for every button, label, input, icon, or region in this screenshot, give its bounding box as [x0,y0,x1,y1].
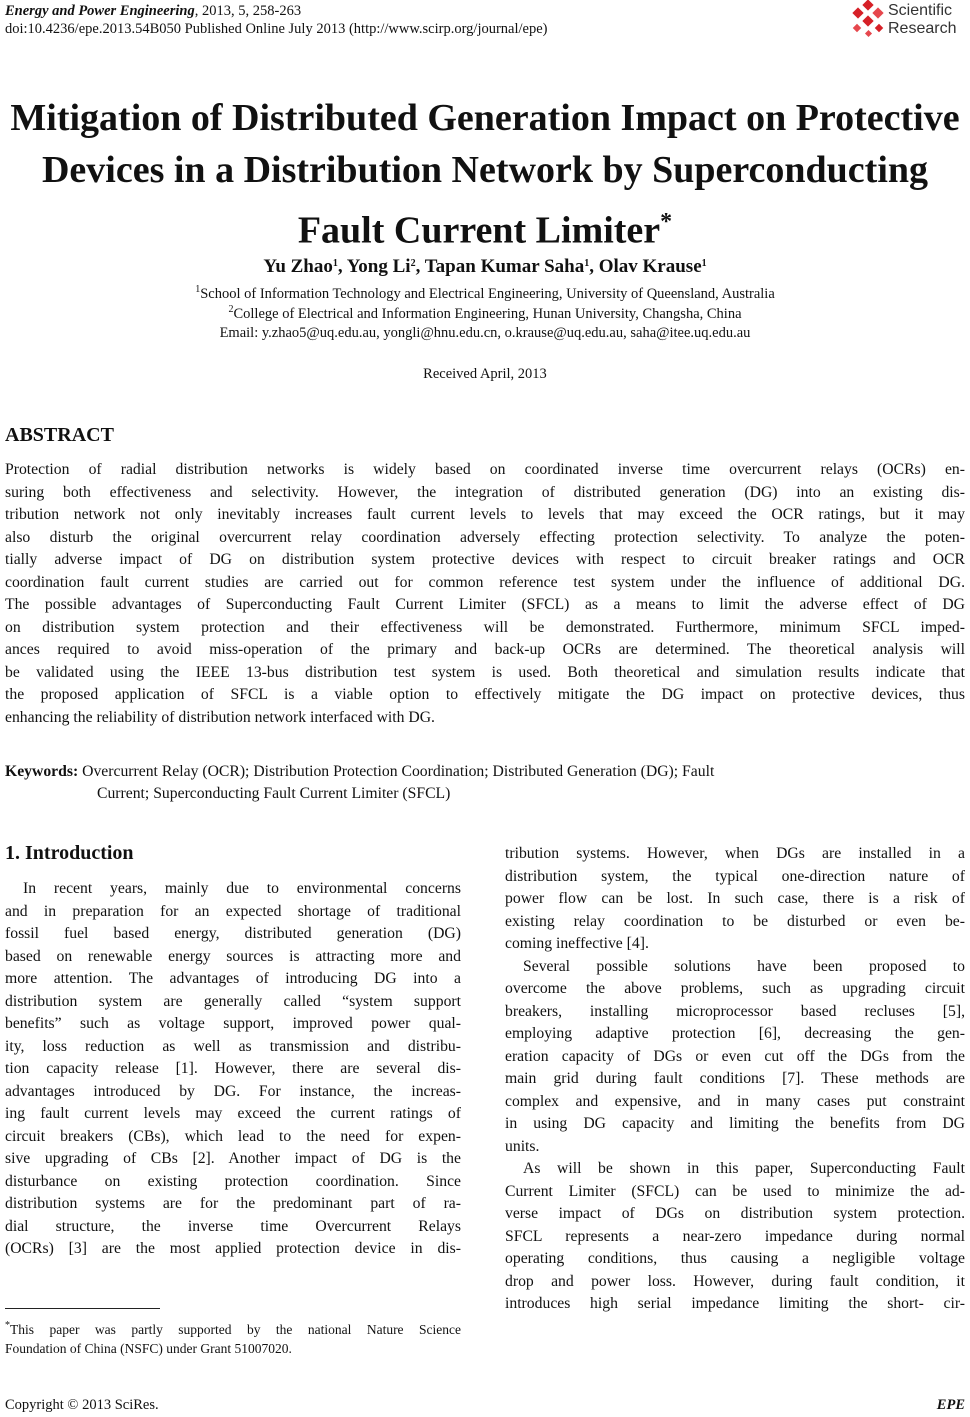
logo-text-bottom: Research [888,20,957,37]
body-line: ing fault current levels may exceed the current ratings of [5,1105,461,1122]
left-column-text [5,878,461,1261]
footnote-line-1: *This paper was partly supported by the national Nature Science [5,1320,461,1337]
abstract-line: The possible advantages of Superconducting Fault Current Limiter (SFCL) as a means to limit the adverse effect of DG [5,596,965,613]
journal-name: Energy and Power Engineering [5,3,195,19]
logo-mark-icon [850,0,888,40]
body-line: complex and expensive, and in many cases put constraint [505,1092,965,1110]
footnote-divider [5,1308,160,1309]
journal-abbreviation: EPE [936,1397,965,1413]
body-line: employing adaptive protection [6], decreasing the gen- [505,1025,965,1042]
abstract-heading: ABSTRACT [5,424,114,446]
logo-text-top: Scientific [888,2,953,19]
title-line-2: Devices in a Distribution Network by Superconducting [41,149,929,191]
abstract-line: ances required to avoid miss-operation of the primary and back-up OCRs are determined. The theoretical analysis will [5,641,965,658]
abstract-body [5,459,965,729]
body-line: coming ineffective [4]. [505,935,649,952]
body-line: more attention. The advantages of introducing DG into a [5,970,461,987]
author: Olav Krause$^1$ [598,256,707,277]
section-heading-introduction: 1. Introduction [5,842,134,864]
title-line-3-text: Fault Current Limiter [297,209,661,252]
keywords-line-2: Current; Superconducting Fault Current Limiter (SFCL) [97,785,451,802]
abstract-line: tially adverse impact of DG on distribution system protective devices with respect to circuit breaker ratings and OCR [5,551,965,568]
keywords-line-1: Overcurrent Relay (OCR); Distribution Protection Coordination; Distributed Generation (DG); Fault [78,763,715,780]
body-line: main grid during fault conditions [7]. These methods are [505,1070,965,1087]
logo-text [888,2,956,38]
scientific-research-logo [850,0,970,44]
keywords-label: Keywords: [5,763,79,780]
body-line: disturbance on existing protection coordination. Since [5,1172,461,1190]
author-list [0,256,970,278]
body-line: breakers, installing microprocessor based recluses [5], [505,1002,965,1020]
footnote-line-2: Foundation of China (NSFC) under Grant 51007020. [5,1341,292,1356]
body-line: dial structure, the inverse time Overcurrent Relays [5,1217,461,1235]
abstract-line: the proposed application of SFCL is a viable option to effectively mitigate the DG impact on protective devices, thus [5,686,965,703]
body-line: ity, loss reduction as well as transmission and distribu- [5,1037,461,1055]
affiliation-1: $^1$School of Information Technology and Electrical Engineering, University of Queensland, Australia [195,284,775,302]
body-line: As will be shown in this paper, Superconducting Fault [523,1160,965,1177]
body-line: distribution system are generally called “system support [5,992,461,1010]
body-line: in using DG capacity and limiting the benefits from DG [505,1115,965,1132]
body-line: circuit breakers (CBs), which lead to the need for expen- [5,1127,461,1145]
footnote-mark: * [5,1320,10,1331]
body-line: tion capacity release [1]. However, there are several dis- [5,1060,461,1077]
body-line: operating conditions, thus causing a negligible voltage [505,1250,965,1267]
keywords [5,761,714,783]
body-line: Several possible solutions have been proposed to [523,957,965,975]
title-line-1: Mitigation of Distributed Generation Impact on Protective [10,97,960,139]
body-line: verse impact of DGs on distribution system protection. [505,1205,965,1222]
body-line: In recent years, mainly due to environmental concerns [23,880,461,897]
body-line: overcome the above problems, such as upgrading circuit [505,980,965,997]
body-line: distribution system, the typical one-direction nature of [505,867,965,885]
abstract-line: tribution network not only inevitably increases fault current levels to levels that may exceed the OCR ratings, but it may [5,506,965,523]
body-line: sive upgrading of CBs [2]. Another impact of DG is the [5,1150,461,1167]
title-line-3 [0,196,970,257]
body-line: introduces high serial impedance limiting the short- cir- [505,1295,965,1312]
body-line: power flow can be lost. In such case, there is a risk of [505,890,965,907]
body-line: based on renewable energy sources is attracting more and [5,947,461,965]
body-line: (OCRs) [3] are the most applied protection device in dis- [5,1240,461,1257]
author: Tapan Kumar Saha$^1$, [424,256,599,277]
abstract-line: on distribution system protection and their effectiveness will be demonstrated. Furthermore, minimum SFCL imped- [5,618,965,636]
journal-citation [5,3,301,20]
body-line: eration capacity of DGs or even cut off the DGs from the [505,1047,965,1065]
body-line: drop and power loss. However, during fault condition, it [505,1272,965,1290]
received-date: Received April, 2013 [423,366,547,382]
abstract-line: Protection of radial distribution networks is widely based on coordinated inverse time overcurrent relays (OCRs) en- [5,461,965,478]
abstract-line: enhancing the reliability of distribution network interfaced with DG. [5,708,435,726]
abstract-line: coordination fault current studies are carried out for common reference test system under the influence of additional DG. [5,573,965,591]
body-line: existing relay coordination to be disturbed or even be- [505,912,965,930]
doi-line: doi:10.4236/epe.2013.54B050 Published Online July 2013 (http://www.scirp.org/journal/epe) [5,21,548,37]
body-line: fossil fuel based energy, distributed generation (DG) [5,925,461,942]
body-line: units. [505,1137,540,1155]
abstract-line: be validated using the IEEE 13-bus distribution test system is used. Both theoretical and simulation results indicate that [5,663,965,681]
journal-volume: , 2013, 5, 258-263 [194,3,302,19]
author: Yu Zhao$^1$, [263,256,347,277]
body-line: SFCL represents a near-zero impedance during normal [505,1227,965,1245]
abstract-line: also disturb the original overcurrent relay coordination adversely effecting protection selectivity. To analyze the poten- [5,528,965,546]
body-line: tribution systems. However, when DGs are installed in a [505,845,965,862]
author: Yong Li$^2$, [346,256,425,277]
affiliation-2: $^2$College of Electrical and Information Engineering, Hunan University, Changsha, China [228,304,742,322]
paper-title [0,92,970,257]
body-line: benefits” such as voltage support, improved power qual- [5,1015,461,1032]
body-line: and in preparation for an expected shortage of traditional [5,902,461,920]
footnote [5,1316,461,1358]
body-line: advantages introduced by DG. For instance, the increas- [5,1082,461,1100]
author-emails: Email: y.zhao5@uq.edu.au, yongli@hnu.edu.cn, o.krause@uq.edu.au, saha@itee.uq.edu.au [219,325,751,341]
body-line: distribution systems are for the predominant part of ra- [5,1195,461,1212]
title-footnote-mark: * [660,209,673,235]
body-line: Current Limiter (SFCL) can be used to minimize the ad- [505,1182,965,1200]
right-column-text [505,843,965,1316]
abstract-line: suring both effectiveness and selectivity. However, the integration of distributed generation (DG) into an existing dis- [5,483,965,501]
copyright: Copyright © 2013 SciRes. [5,1397,159,1413]
